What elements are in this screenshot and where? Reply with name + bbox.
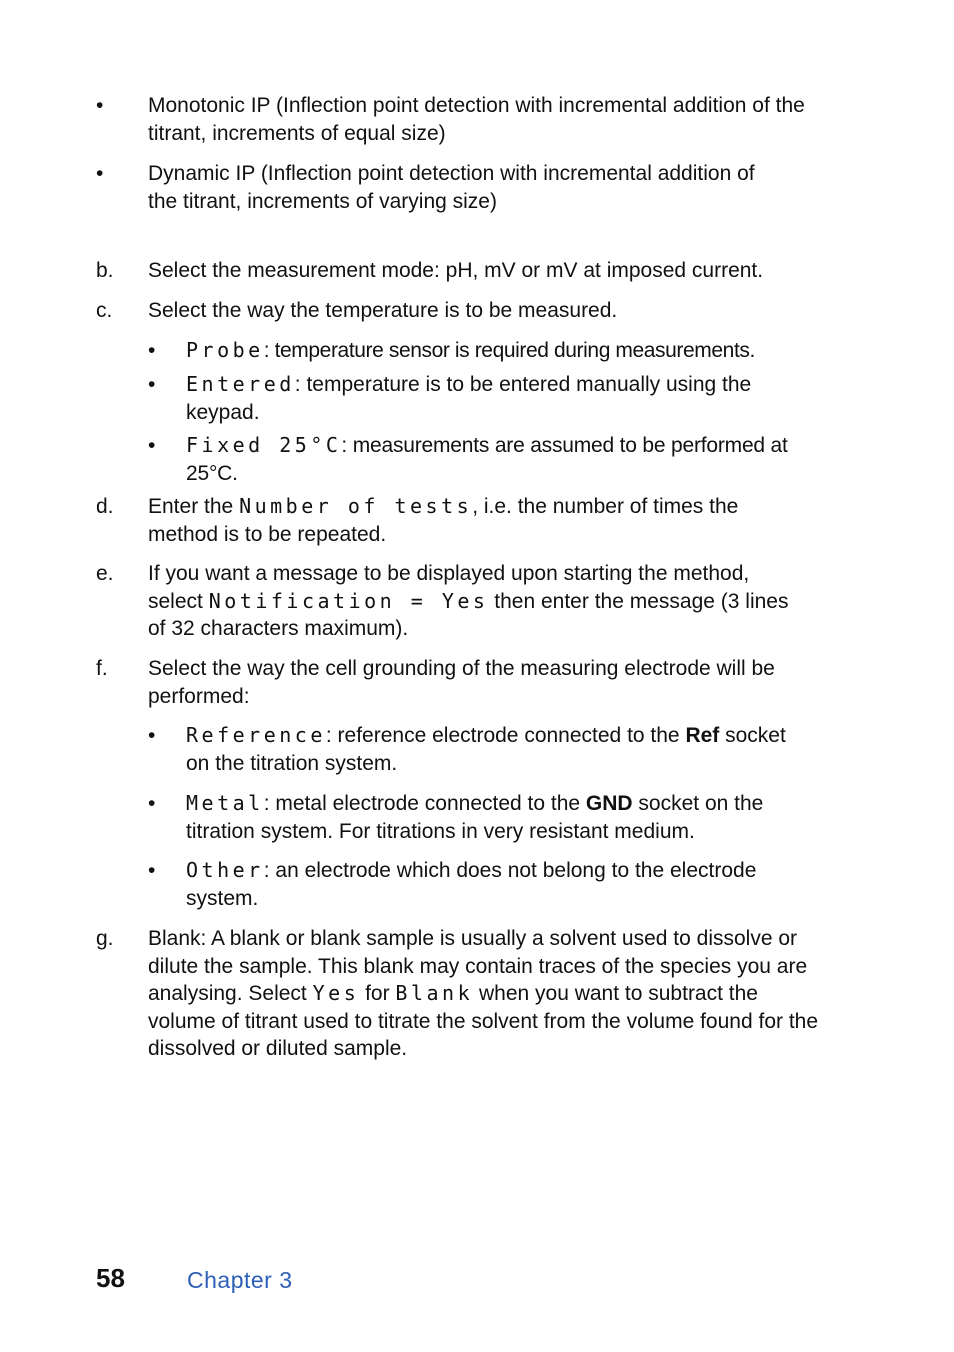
list-item [96,160,836,215]
option-description: : reference electrode connected to the [325,724,686,747]
step-text: Select the way the temperature is to be measured. [148,299,618,322]
step-text-pre: Blank: A blank or blank sample is usually a solvent used to dissolve or dilute the sample. This blank may contain traces of the species you are analysing. Select [148,927,808,1005]
option-text [186,790,806,845]
option-item [148,337,838,365]
step-code: Notification = Yes [208,588,489,613]
step-text-post: then enter the message (3 lines of 32 characters maximum). [148,589,789,640]
option-code: Other [186,858,264,882]
step-text-pre: If you want a message to be displayed upon starting the method, select [148,562,750,613]
option-description: : metal electrode connected to the [263,792,586,815]
option-description: : an electrode which does not belong to the electrode system. [186,859,757,910]
option-description: : temperature sensor is required during measurements. [263,339,755,362]
step-marker: e. [96,562,114,585]
bullet-marker: • [148,434,156,457]
option-description: : temperature is to be entered manually using the keypad. [186,373,752,424]
bullet-text: Dynamic IP (Inflection point detection with incremental addition of the titrant, increments of varying size) [148,162,755,213]
step-marker: f. [96,657,108,680]
step-text-post: , i.e. the number of times the method is to be repeated. [148,495,739,546]
step-c [96,297,836,325]
list-item [96,92,836,147]
step-marker: d. [96,495,114,518]
step-b [96,257,836,285]
step-d [96,493,836,548]
step-f [96,655,836,710]
option-text [186,371,786,426]
step-e [96,560,836,643]
bullet-marker: • [148,373,156,396]
step-code: Yes [312,981,360,1005]
bullet-text: Monotonic IP (Inflection point detection with incremental addition of the titrant, increments of equal size) [148,94,805,145]
step-text-post: when you want to subtract the volume of titrant used to titrate the solvent from the volume found for the dissolved or diluted sample. [148,982,819,1060]
bullet-marker: • [148,724,156,747]
option-code: Reference [186,723,326,747]
option-code: Fixed 25°C [186,433,342,457]
option-description-end: socket on the titration system. [186,724,786,775]
step-code: Blank [395,981,474,1005]
step-marker: c. [96,299,113,322]
bullet-marker: • [148,859,156,882]
option-item [148,432,838,487]
socket-name: Ref [685,724,720,747]
bullet-marker: • [96,162,104,185]
step-text [148,925,830,1063]
step-g [96,925,836,1063]
option-item [148,371,838,426]
chapter-label: Chapter 3 [187,1267,293,1293]
step-text: Select the way the cell grounding of the measuring electrode will be performed: [148,657,775,708]
step-marker: g. [96,927,114,950]
step-marker: b. [96,259,114,282]
socket-name: GND [585,792,633,815]
step-text-pre: Enter the [148,495,240,518]
option-code: Entered [186,372,295,396]
bullet-marker: • [96,94,104,117]
option-code: Metal [186,791,264,815]
option-description-end: socket on the titration system. For titrations in very resistant medium. [186,792,764,843]
option-description: : measurements are assumed to be performed at 25°C. [186,434,788,485]
option-text [186,432,826,487]
page-number: 58 [96,1263,125,1293]
bullet-marker: • [148,792,156,815]
step-text-mid: for [359,982,396,1005]
option-item [148,790,838,845]
step-text: Select the measurement mode: pH, mV or mV at imposed current. [148,259,764,282]
step-code: Number of tests [239,494,473,518]
option-item [148,857,838,912]
option-text [186,722,786,777]
step-text [148,493,778,548]
step-text [148,560,798,643]
option-text [186,337,838,365]
option-text [186,857,796,912]
bullet-marker: • [148,339,156,362]
option-code: Probe [186,338,264,362]
option-item [148,722,838,777]
